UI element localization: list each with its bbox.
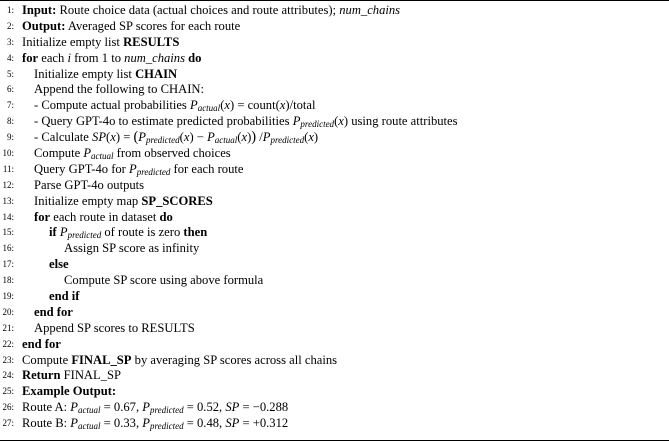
line-text: FINAL_SP — [60, 368, 122, 383]
line-number: 13: — [2, 195, 14, 206]
algorithm-line — [0, 241, 669, 257]
keyword: Input: — [22, 3, 57, 17]
algorithm-line — [0, 178, 669, 194]
line-number: 20: — [2, 306, 14, 317]
example-values: $P_{actual} = 0.33$, $P_{predicted} = 0.48$, SP = +0.312 — [70, 416, 289, 432]
algorithm-line — [0, 194, 669, 210]
keyword: Return — [22, 368, 61, 383]
algorithm-block — [0, 3, 669, 432]
variable: num_chains — [339, 3, 401, 17]
example-values: $P_{actual} = 0.67$, $P_{predicted} = 0.52$, SP = −0.288 — [70, 400, 289, 416]
formula-sp: $SP(x) = (P_{predicted}(x) - P_{actual}(x))$ $/P_{predicted}(x)$ — [92, 129, 319, 146]
keyword: end if — [49, 289, 80, 304]
line-text: using route attributes — [348, 114, 458, 129]
keyword: else — [49, 257, 69, 272]
line-text: Route choice data (actual choices and route attributes); — [56, 3, 340, 17]
line-number: 1: — [6, 5, 14, 15]
symbol-p-predicted: $P_{predicted}$ — [129, 161, 171, 177]
line-text: Route A: — [22, 400, 71, 415]
line-text: - Query GPT-4o to estimate predicted probabilities — [34, 114, 293, 129]
algorithm-line — [0, 162, 669, 178]
identifier: SP_SCORES — [141, 193, 213, 208]
line-number: 4: — [6, 52, 14, 63]
line-text: Query GPT-4o for — [34, 161, 130, 176]
keyword: do — [188, 50, 202, 65]
line-number: 7: — [6, 100, 14, 111]
algorithm-line — [0, 114, 669, 130]
algorithm-line — [0, 257, 669, 273]
line-number: 2: — [6, 20, 14, 31]
line-number: 23: — [2, 354, 14, 365]
keyword: if — [49, 225, 57, 240]
line-number: 3: — [6, 36, 14, 47]
algorithm-line — [0, 51, 669, 67]
line-text: Initialize empty list — [22, 34, 124, 49]
line-text: by averaging SP scores across all chains — [131, 352, 338, 367]
line-text: - Compute actual probabilities — [34, 98, 190, 113]
formula-predicted-prob: $P_{predicted}(x)$ — [292, 114, 349, 130]
algorithm-line — [0, 225, 669, 241]
line-number: 15: — [2, 227, 14, 238]
line-number: 18: — [2, 275, 14, 286]
line-number: 25: — [2, 386, 14, 397]
line-number: 19: — [2, 291, 14, 302]
line-number: 22: — [2, 338, 14, 349]
line-text: Averaged SP scores for each route — [65, 18, 241, 33]
keyword: do — [159, 209, 173, 224]
line-text: Assign SP score as infinity — [64, 241, 200, 256]
line-text: - Calculate — [34, 130, 93, 145]
bottom-rule — [0, 440, 669, 441]
algorithm-line — [0, 289, 669, 305]
line-number: 16: — [2, 243, 14, 254]
algorithm-line — [0, 19, 669, 35]
algorithm-line — [0, 130, 669, 146]
line-text: from observed choices — [113, 146, 231, 161]
line-number: 8: — [6, 116, 14, 127]
algorithm-line — [0, 146, 669, 162]
line-number: 26: — [2, 402, 14, 413]
variable: num_chains — [124, 50, 186, 65]
algorithm-line — [0, 210, 669, 226]
algorithm-line — [0, 35, 669, 51]
keyword: then — [183, 225, 208, 240]
algorithm-line — [0, 305, 669, 321]
identifier: CHAIN — [135, 66, 178, 81]
keyword: Example Output: — [22, 384, 117, 399]
line-text: Compute — [22, 352, 72, 367]
line-number: 27: — [2, 418, 14, 429]
line-text: for each route — [170, 161, 244, 176]
line-text: of route is zero — [101, 225, 184, 240]
line-text: Route B: — [22, 416, 71, 431]
algorithm-line — [0, 3, 669, 19]
line-number: 17: — [2, 259, 14, 270]
line-text: from 1 to — [70, 50, 125, 65]
line-number: 10: — [2, 148, 14, 159]
line-number: 6: — [6, 84, 14, 95]
line-text: Compute — [34, 146, 84, 161]
symbol-p-actual: $P_{actual}$ — [83, 146, 114, 162]
formula-actual-prob: $P_{actual}(x)$ = count(x)/total — [189, 98, 316, 114]
line-text: Initialize empty list — [34, 66, 136, 81]
identifier: FINAL_SP — [71, 352, 132, 367]
line-text: Append SP scores to RESULTS — [34, 320, 195, 335]
algorithm-line — [0, 337, 669, 353]
algorithm-line — [0, 400, 669, 416]
keyword: end for — [22, 336, 61, 351]
line-text: each route in dataset — [50, 209, 160, 224]
symbol-p-predicted: $P_{predicted}$ — [59, 225, 102, 241]
variable: i — [67, 50, 71, 65]
algorithm-line — [0, 384, 669, 400]
line-text: each — [38, 50, 68, 65]
line-text: Compute SP score using above formula — [64, 273, 264, 288]
keyword: for — [34, 209, 51, 224]
line-number: 5: — [6, 68, 14, 79]
algorithm-line — [0, 273, 669, 289]
line-number: 11: — [2, 163, 14, 174]
algorithm-line — [0, 416, 669, 432]
identifier: RESULTS — [123, 34, 180, 49]
line-number: 24: — [2, 370, 14, 381]
line-number: 12: — [2, 179, 14, 190]
algorithm-line — [0, 321, 669, 337]
line-text: Append the following to CHAIN: — [34, 82, 204, 97]
line-number: 21: — [2, 322, 14, 333]
keyword: for — [22, 50, 39, 65]
line-text: Parse GPT-4o outputs — [34, 177, 145, 192]
algorithm-line — [0, 353, 669, 369]
algorithm-line — [0, 368, 669, 384]
line-number: 14: — [2, 211, 14, 222]
line-number: 9: — [6, 132, 14, 143]
algorithm-line — [0, 98, 669, 114]
line-text: Initialize empty map — [34, 193, 142, 208]
algorithm-line — [0, 67, 669, 83]
top-rule — [0, 0, 669, 1]
algorithm-line — [0, 82, 669, 98]
keyword: end for — [34, 304, 73, 319]
keyword: Output: — [22, 18, 66, 33]
